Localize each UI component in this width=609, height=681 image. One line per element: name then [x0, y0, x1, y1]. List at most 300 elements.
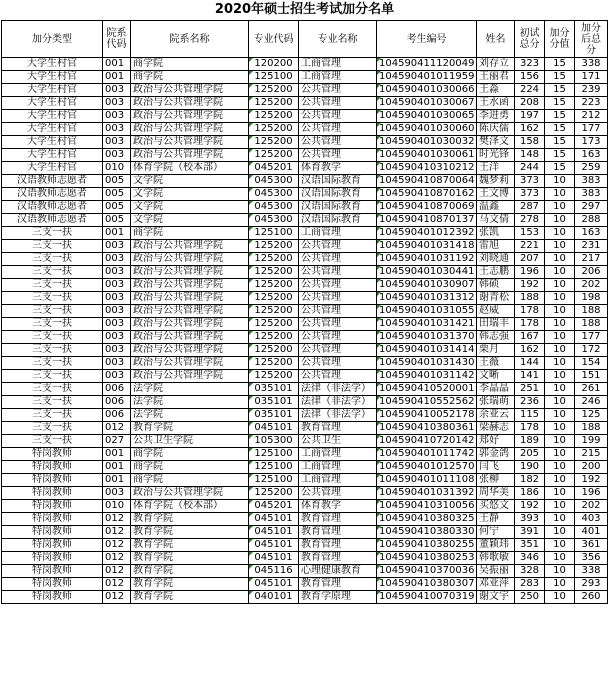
- initial-score-cell: 167: [515, 331, 545, 344]
- table-row: [2, 396, 608, 409]
- dept-name-cell: 政治与公共管理学院: [131, 292, 249, 305]
- initial-score-cell: 207: [515, 253, 545, 266]
- major-code-cell: 125200: [249, 487, 299, 500]
- table-row: [2, 162, 608, 175]
- bonus-value-cell: 10: [545, 552, 575, 565]
- student-name-cell: 张瑞萌: [477, 396, 515, 409]
- bonus-value-cell: 10: [545, 357, 575, 370]
- table-row: [2, 422, 608, 435]
- initial-score-cell: 178: [515, 318, 545, 331]
- final-score-cell: 154: [575, 357, 608, 370]
- bonus-value-cell: 15: [545, 110, 575, 123]
- table-row: [2, 188, 608, 201]
- exam-id-cell: 104590401031421: [377, 318, 477, 331]
- student-name-cell: 文晰: [477, 370, 515, 383]
- bonus-type-cell: 三支一扶: [2, 227, 103, 240]
- bonus-value-cell: 10: [545, 500, 575, 513]
- bonus-value-cell: 15: [545, 84, 575, 97]
- bonus-value-cell: 10: [545, 526, 575, 539]
- initial-score-cell: 328: [515, 565, 545, 578]
- dept-code-cell: 003: [103, 279, 131, 292]
- student-name-cell: 何宁: [477, 526, 515, 539]
- exam-id-cell: 104590401011742: [377, 448, 477, 461]
- table-row: [2, 331, 608, 344]
- student-name-cell: 陈庆儒: [477, 123, 515, 136]
- exam-id-cell: 104590410310212: [377, 162, 477, 175]
- major-name-cell: 公共管理: [299, 279, 377, 292]
- dept-code-cell: 012: [103, 552, 131, 565]
- bonus-type-cell: 大学生村官: [2, 123, 103, 136]
- initial-score-cell: 283: [515, 578, 545, 591]
- major-name-cell: 公共管理: [299, 240, 377, 253]
- major-name-cell: 心理健康教育: [299, 565, 377, 578]
- bonus-type-cell: 特岗教师: [2, 526, 103, 539]
- student-name-cell: 郑好: [477, 435, 515, 448]
- bonus-value-cell: 10: [545, 396, 575, 409]
- student-name-cell: 时光锋: [477, 149, 515, 162]
- major-name-cell: 公共管理: [299, 149, 377, 162]
- initial-score-cell: 346: [515, 552, 545, 565]
- dept-name-cell: 商学院: [131, 448, 249, 461]
- bonus-type-cell: 特岗教师: [2, 552, 103, 565]
- major-name-cell: 公共管理: [299, 370, 377, 383]
- major-name-cell: 汉语国际教育: [299, 201, 377, 214]
- bonus-value-cell: 10: [545, 370, 575, 383]
- initial-score-cell: 156: [515, 71, 545, 84]
- student-name-cell: 栗月: [477, 344, 515, 357]
- dept-code-cell: 001: [103, 71, 131, 84]
- major-name-cell: 法律（非法学）: [299, 409, 377, 422]
- exam-id-cell: 104590410720142: [377, 435, 477, 448]
- bonus-value-cell: 15: [545, 97, 575, 110]
- major-code-cell: 125200: [249, 123, 299, 136]
- dept-name-cell: 教育学院: [131, 526, 249, 539]
- final-score-cell: 261: [575, 383, 608, 396]
- initial-score-cell: 162: [515, 123, 545, 136]
- bonus-value-cell: 10: [545, 591, 575, 604]
- major-code-cell: 125200: [249, 110, 299, 123]
- table-row: [2, 253, 608, 266]
- exam-id-cell: 104590410870137: [377, 214, 477, 227]
- exam-id-cell: 104590401031192: [377, 253, 477, 266]
- dept-code-cell: 012: [103, 591, 131, 604]
- dept-code-cell: 003: [103, 357, 131, 370]
- major-code-cell: 125200: [249, 279, 299, 292]
- page-title: 2020年硕士招生考试加分名单: [214, 2, 395, 17]
- major-code-cell: 045101: [249, 552, 299, 565]
- major-code-cell: 125200: [249, 292, 299, 305]
- bonus-type-cell: 汉语教师志愿者: [2, 201, 103, 214]
- dept-code-cell: 003: [103, 331, 131, 344]
- major-code-cell: 035101: [249, 383, 299, 396]
- major-name-cell: 教育管理: [299, 513, 377, 526]
- initial-score-cell: 236: [515, 396, 545, 409]
- header-dept-name: 院系名称: [131, 21, 249, 58]
- bonus-type-cell: 汉语教师志愿者: [2, 188, 103, 201]
- dept-name-cell: 教育学院: [131, 513, 249, 526]
- major-code-cell: 125200: [249, 240, 299, 253]
- student-name-cell: 王淼: [477, 84, 515, 97]
- major-code-cell: 045201: [249, 500, 299, 513]
- exam-id-cell: 104590411120049: [377, 58, 477, 71]
- major-name-cell: 公共管理: [299, 136, 377, 149]
- dept-name-cell: 教育学院: [131, 422, 249, 435]
- dept-code-cell: 001: [103, 474, 131, 487]
- table-row: [2, 58, 608, 71]
- initial-score-cell: 144: [515, 357, 545, 370]
- bonus-value-cell: 10: [545, 565, 575, 578]
- table-row: [2, 214, 608, 227]
- dept-code-cell: 003: [103, 84, 131, 97]
- initial-score-cell: 323: [515, 58, 545, 71]
- major-name-cell: 汉语国际教育: [299, 188, 377, 201]
- final-score-cell: 260: [575, 591, 608, 604]
- student-name-cell: 田瑞丰: [477, 318, 515, 331]
- bonus-value-cell: 10: [545, 201, 575, 214]
- exam-id-cell: 104590410310056: [377, 500, 477, 513]
- major-name-cell: 工商管理: [299, 227, 377, 240]
- major-code-cell: 125200: [249, 305, 299, 318]
- major-name-cell: 体育教学: [299, 162, 377, 175]
- student-name-cell: 买悠文: [477, 500, 515, 513]
- dept-name-cell: 商学院: [131, 474, 249, 487]
- dept-name-cell: 政治与公共管理学院: [131, 370, 249, 383]
- final-score-cell: 177: [575, 331, 608, 344]
- dept-name-cell: 政治与公共管理学院: [131, 318, 249, 331]
- bonus-type-cell: 三支一扶: [2, 435, 103, 448]
- bonus-type-cell: 三支一扶: [2, 240, 103, 253]
- initial-score-cell: 287: [515, 201, 545, 214]
- student-name-cell: 邓亚萍: [477, 578, 515, 591]
- dept-code-cell: 010: [103, 162, 131, 175]
- final-score-cell: 202: [575, 500, 608, 513]
- exam-id-cell: 104590401030032: [377, 136, 477, 149]
- exam-id-cell: 104590410370036: [377, 565, 477, 578]
- exam-id-cell: 104590410552562: [377, 396, 477, 409]
- exam-id-cell: 104590410870069: [377, 201, 477, 214]
- dept-name-cell: 政治与公共管理学院: [131, 240, 249, 253]
- header-bonus-value: 加分分值: [545, 21, 575, 58]
- table-row: [2, 461, 608, 474]
- final-score-cell: 223: [575, 97, 608, 110]
- major-name-cell: 公共管理: [299, 110, 377, 123]
- exam-id-cell: 104590410380307: [377, 578, 477, 591]
- dept-name-cell: 文学院: [131, 201, 249, 214]
- final-score-cell: 403: [575, 513, 608, 526]
- dept-code-cell: 003: [103, 123, 131, 136]
- final-score-cell: 177: [575, 123, 608, 136]
- initial-score-cell: 244: [515, 162, 545, 175]
- student-name-cell: 王文博: [477, 188, 515, 201]
- table-row: [2, 591, 608, 604]
- dept-name-cell: 公共卫生学院: [131, 435, 249, 448]
- exam-id-cell: 104590410070319: [377, 591, 477, 604]
- initial-score-cell: 190: [515, 461, 545, 474]
- final-score-cell: 125: [575, 409, 608, 422]
- initial-score-cell: 188: [515, 292, 545, 305]
- dept-code-cell: 005: [103, 214, 131, 227]
- dept-code-cell: 003: [103, 370, 131, 383]
- dept-name-cell: 政治与公共管理学院: [131, 344, 249, 357]
- bonus-value-cell: 10: [545, 318, 575, 331]
- dept-code-cell: 005: [103, 175, 131, 188]
- major-name-cell: 汉语国际教育: [299, 214, 377, 227]
- bonus-value-cell: 15: [545, 162, 575, 175]
- exam-id-cell: 104590401031430: [377, 357, 477, 370]
- major-code-cell: 045300: [249, 214, 299, 227]
- table-row: [2, 318, 608, 331]
- bonus-type-cell: 特岗教师: [2, 500, 103, 513]
- initial-score-cell: 148: [515, 149, 545, 162]
- initial-score-cell: 251: [515, 383, 545, 396]
- dept-name-cell: 教育学院: [131, 565, 249, 578]
- final-score-cell: 293: [575, 578, 608, 591]
- final-score-cell: 200: [575, 461, 608, 474]
- student-name-cell: 樊泽文: [477, 136, 515, 149]
- major-name-cell: 教育管理: [299, 422, 377, 435]
- exam-id-cell: 104590410380253: [377, 552, 477, 565]
- exam-id-cell: 104590401030907: [377, 279, 477, 292]
- bonus-value-cell: 15: [545, 58, 575, 71]
- student-name-cell: 王薇: [477, 357, 515, 370]
- table-row: [2, 123, 608, 136]
- dept-name-cell: 文学院: [131, 188, 249, 201]
- major-name-cell: 教育管理: [299, 539, 377, 552]
- dept-name-cell: 政治与公共管理学院: [131, 110, 249, 123]
- initial-score-cell: 189: [515, 435, 545, 448]
- dept-name-cell: 法学院: [131, 383, 249, 396]
- student-name-cell: 梁赫志: [477, 422, 515, 435]
- exam-id-cell: 104590401031418: [377, 240, 477, 253]
- major-name-cell: 教育学原理: [299, 591, 377, 604]
- table-row: [2, 201, 608, 214]
- dept-code-cell: 012: [103, 578, 131, 591]
- bonus-type-cell: 汉语教师志愿者: [2, 214, 103, 227]
- dept-name-cell: 政治与公共管理学院: [131, 487, 249, 500]
- student-name-cell: 韩志强: [477, 331, 515, 344]
- final-score-cell: 361: [575, 539, 608, 552]
- major-code-cell: 125200: [249, 357, 299, 370]
- bonus-type-cell: 特岗教师: [2, 539, 103, 552]
- major-code-cell: 105300: [249, 435, 299, 448]
- bonus-value-cell: 10: [545, 331, 575, 344]
- dept-name-cell: 政治与公共管理学院: [131, 357, 249, 370]
- student-name-cell: 王静: [477, 513, 515, 526]
- major-code-cell: 125200: [249, 149, 299, 162]
- final-score-cell: 338: [575, 565, 608, 578]
- major-code-cell: 040101: [249, 591, 299, 604]
- major-code-cell: 125100: [249, 474, 299, 487]
- bonus-type-cell: 三支一扶: [2, 357, 103, 370]
- major-name-cell: 汉语国际教育: [299, 175, 377, 188]
- dept-name-cell: 法学院: [131, 396, 249, 409]
- dept-name-cell: 政治与公共管理学院: [131, 331, 249, 344]
- student-name-cell: 王丽君: [477, 71, 515, 84]
- initial-score-cell: 192: [515, 279, 545, 292]
- dept-code-cell: 003: [103, 487, 131, 500]
- bonus-value-cell: 10: [545, 461, 575, 474]
- bonus-value-cell: 10: [545, 188, 575, 201]
- bonus-type-cell: 三支一扶: [2, 292, 103, 305]
- dept-code-cell: 003: [103, 136, 131, 149]
- dept-name-cell: 教育学院: [131, 591, 249, 604]
- bonus-value-cell: 10: [545, 487, 575, 500]
- major-name-cell: 公共管理: [299, 331, 377, 344]
- major-name-cell: 体育教学: [299, 500, 377, 513]
- exam-id-cell: 104590410380361: [377, 422, 477, 435]
- major-code-cell: 125100: [249, 71, 299, 84]
- major-code-cell: 125200: [249, 253, 299, 266]
- final-score-cell: 198: [575, 292, 608, 305]
- bonus-type-cell: 大学生村官: [2, 162, 103, 175]
- initial-score-cell: 141: [515, 370, 545, 383]
- major-code-cell: 045101: [249, 513, 299, 526]
- initial-score-cell: 224: [515, 84, 545, 97]
- student-name-cell: 张凯: [477, 227, 515, 240]
- table-row: [2, 175, 608, 188]
- initial-score-cell: 178: [515, 305, 545, 318]
- student-name-cell: 温鑫: [477, 201, 515, 214]
- major-code-cell: 045116: [249, 565, 299, 578]
- table-row: [2, 279, 608, 292]
- table-row: [2, 435, 608, 448]
- header-major-code: 专业代码: [249, 21, 299, 58]
- bonus-value-cell: 10: [545, 578, 575, 591]
- student-name-cell: 张柳: [477, 474, 515, 487]
- bonus-value-cell: 10: [545, 435, 575, 448]
- dept-code-cell: 012: [103, 539, 131, 552]
- major-name-cell: 公共卫生: [299, 435, 377, 448]
- table-row: [2, 344, 608, 357]
- table-row: [2, 448, 608, 461]
- student-name-cell: 周华美: [477, 487, 515, 500]
- initial-score-cell: 393: [515, 513, 545, 526]
- major-name-cell: 工商管理: [299, 71, 377, 84]
- final-score-cell: 151: [575, 370, 608, 383]
- bonus-type-cell: 大学生村官: [2, 110, 103, 123]
- dept-name-cell: 商学院: [131, 71, 249, 84]
- student-name-cell: 雷旭: [477, 240, 515, 253]
- dept-code-cell: 003: [103, 110, 131, 123]
- dept-name-cell: 政治与公共管理学院: [131, 305, 249, 318]
- major-code-cell: 045300: [249, 188, 299, 201]
- major-name-cell: 法律（非法学）: [299, 383, 377, 396]
- dept-code-cell: 010: [103, 500, 131, 513]
- bonus-type-cell: 三支一扶: [2, 305, 103, 318]
- dept-code-cell: 001: [103, 448, 131, 461]
- bonus-value-cell: 15: [545, 149, 575, 162]
- dept-code-cell: 003: [103, 240, 131, 253]
- bonus-type-cell: 三支一扶: [2, 318, 103, 331]
- bonus-value-cell: 10: [545, 266, 575, 279]
- table-row: [2, 149, 608, 162]
- dept-code-cell: 003: [103, 97, 131, 110]
- bonus-type-cell: 大学生村官: [2, 97, 103, 110]
- bonus-value-cell: 10: [545, 344, 575, 357]
- bonus-value-cell: 10: [545, 292, 575, 305]
- dept-name-cell: 文学院: [131, 214, 249, 227]
- major-code-cell: 045300: [249, 175, 299, 188]
- final-score-cell: 206: [575, 266, 608, 279]
- header-final-score: 加分后总分: [575, 21, 608, 58]
- exam-id-cell: 104590410380330: [377, 526, 477, 539]
- major-code-cell: 125200: [249, 84, 299, 97]
- initial-score-cell: 221: [515, 240, 545, 253]
- bonus-value-cell: 10: [545, 474, 575, 487]
- table-row: [2, 240, 608, 253]
- initial-score-cell: 153: [515, 227, 545, 240]
- exam-id-cell: 104590401030067: [377, 97, 477, 110]
- table-row: [2, 266, 608, 279]
- final-score-cell: 338: [575, 58, 608, 71]
- major-code-cell: 035101: [249, 409, 299, 422]
- major-code-cell: 035101: [249, 396, 299, 409]
- dept-code-cell: 003: [103, 149, 131, 162]
- exam-id-cell: 104590401031370: [377, 331, 477, 344]
- dept-name-cell: 教育学院: [131, 578, 249, 591]
- bonus-type-cell: 特岗教师: [2, 591, 103, 604]
- table-row: [2, 565, 608, 578]
- major-code-cell: 045101: [249, 526, 299, 539]
- exam-id-cell: 104590401012570: [377, 461, 477, 474]
- dept-name-cell: 商学院: [131, 227, 249, 240]
- dept-name-cell: 政治与公共管理学院: [131, 123, 249, 136]
- major-code-cell: 045101: [249, 422, 299, 435]
- table-row: [2, 305, 608, 318]
- major-name-cell: 教育管理: [299, 578, 377, 591]
- header-dept-code: 院系代码: [103, 21, 131, 58]
- dept-code-cell: 003: [103, 344, 131, 357]
- final-score-cell: 188: [575, 318, 608, 331]
- initial-score-cell: 351: [515, 539, 545, 552]
- major-code-cell: 125200: [249, 266, 299, 279]
- dept-code-cell: 006: [103, 409, 131, 422]
- table-row: [2, 500, 608, 513]
- exam-id-cell: 104590401030441: [377, 266, 477, 279]
- student-name-cell: 李晶晶: [477, 383, 515, 396]
- initial-score-cell: 373: [515, 188, 545, 201]
- dept-code-cell: 012: [103, 513, 131, 526]
- initial-score-cell: 178: [515, 422, 545, 435]
- student-name-cell: 王水函: [477, 97, 515, 110]
- major-name-cell: 公共管理: [299, 292, 377, 305]
- bonus-type-cell: 特岗教师: [2, 487, 103, 500]
- table-row: [2, 578, 608, 591]
- initial-score-cell: 373: [515, 175, 545, 188]
- dept-name-cell: 法学院: [131, 409, 249, 422]
- bonus-value-cell: 10: [545, 240, 575, 253]
- student-name-cell: 郭金鸽: [477, 448, 515, 461]
- final-score-cell: 196: [575, 487, 608, 500]
- dept-name-cell: 教育学院: [131, 552, 249, 565]
- final-score-cell: 297: [575, 201, 608, 214]
- initial-score-cell: 115: [515, 409, 545, 422]
- student-name-cell: 王志鹏: [477, 266, 515, 279]
- student-name-cell: 王洋: [477, 162, 515, 175]
- final-score-cell: 217: [575, 253, 608, 266]
- dept-name-cell: 政治与公共管理学院: [131, 266, 249, 279]
- major-name-cell: 工商管理: [299, 448, 377, 461]
- exam-id-cell: 104590410380255: [377, 539, 477, 552]
- bonus-value-cell: 15: [545, 123, 575, 136]
- initial-score-cell: 205: [515, 448, 545, 461]
- major-name-cell: 法律（非法学）: [299, 396, 377, 409]
- bonus-type-cell: 三支一扶: [2, 383, 103, 396]
- table-row: [2, 539, 608, 552]
- exam-id-cell: 104590410870064: [377, 175, 477, 188]
- major-code-cell: 045300: [249, 201, 299, 214]
- bonus-type-cell: 大学生村官: [2, 136, 103, 149]
